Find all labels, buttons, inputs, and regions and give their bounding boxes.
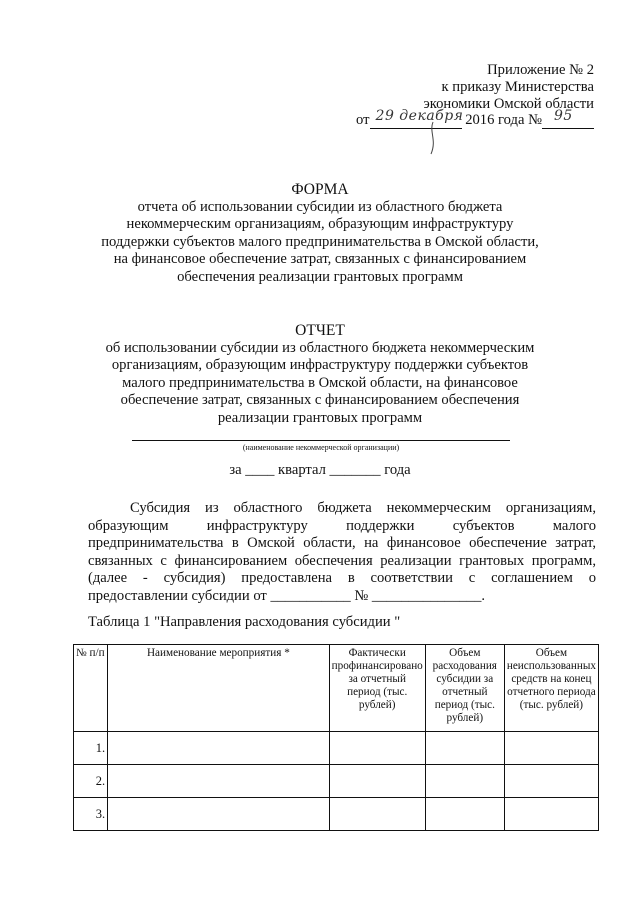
report-line: организациям, образующим инфраструктуру поддержки субъектов (111, 357, 529, 373)
column-header: Наименование мероприятия * (108, 645, 329, 732)
order-date-line (356, 108, 594, 129)
form-heading (60, 181, 580, 286)
table-cell (108, 765, 329, 798)
form-line: некоммерческим организациям, образующим инфраструктуру (126, 216, 514, 232)
order-number-field (542, 108, 594, 129)
signature-flourish-icon (425, 118, 445, 158)
column-header: Фактически профинансировано за отчетный период (тыс. рублей) (329, 645, 425, 732)
form-line: на финансовое обеспечение затрат, связанных с финансированием (113, 251, 527, 267)
subsidy-paragraph (88, 500, 596, 606)
report-heading (60, 322, 580, 427)
handwritten-number: 95 (554, 108, 573, 124)
date-prefix: от (356, 112, 370, 128)
column-header: Объем расходования субсидии за отчетный период (тыс. рублей) (425, 645, 504, 732)
table-row (74, 765, 599, 798)
handwritten-date: 29 декабря (375, 108, 464, 124)
table-cell (329, 765, 425, 798)
table-cell (329, 732, 425, 765)
table-cell (108, 732, 329, 765)
form-line: поддержки субъектов малого предпринимательства в Омской области, (101, 233, 539, 250)
table-cell (108, 798, 329, 831)
table-row (74, 798, 599, 831)
report-line: реализации грантовых программ (217, 409, 423, 426)
appendix-header (424, 62, 594, 113)
column-header: Объем неиспользованных средств на конец отчетного периода (тыс. рублей) (504, 645, 598, 732)
report-line: об использовании субсидии из областного бюджета некоммерческим (105, 339, 535, 356)
column-header: № п/п (74, 645, 108, 732)
table-cell (425, 765, 504, 798)
table-header-row (74, 645, 599, 732)
date-field (370, 108, 464, 129)
table-caption: Таблица 1 "Направления расходования субсидии " (88, 614, 401, 630)
row-number: 3. (74, 798, 108, 831)
appendix-line-3: экономики Омской области (423, 96, 594, 112)
expenditure-table (73, 644, 599, 831)
report-title: ОТЧЕТ (295, 322, 345, 339)
table-cell (425, 798, 504, 831)
table-row (74, 732, 599, 765)
form-line: отчета об использовании субсидии из областного бюджета (137, 198, 503, 215)
row-number: 1. (74, 732, 108, 765)
row-number: 2. (74, 765, 108, 798)
year-text: 2016 года № (465, 112, 542, 128)
table-cell (504, 798, 598, 831)
table-cell (504, 765, 598, 798)
table-cell (425, 732, 504, 765)
subsidy-paragraph-text: Субсидия из областного бюджета некоммерческим организациям, образующим инфраструктуру поддержки субъектов малого предпринимательства в Омской области, на финансовое обеспечение затрат, связанных с финансированием обеспечения реализации грантовых программ, (далее - субсидия) предоставлена в соответствии с соглашением о предоставлении субсидии от ___________ № _______________. (88, 500, 596, 604)
organization-name-caption: (наименование некоммерческой организации) (242, 443, 400, 452)
table-cell (329, 798, 425, 831)
table-cell (504, 732, 598, 765)
appendix-line-1: Приложение № 2 (487, 62, 594, 78)
organization-name-line (132, 440, 510, 441)
report-line: обеспечение затрат, связанных с финансированием обеспечения (120, 392, 520, 408)
quarter-line: за ____ квартал _______ года (229, 462, 411, 478)
report-line: малого предпринимательства в Омской области, на финансовое (122, 374, 518, 391)
appendix-line-2: к приказу Министерства (441, 79, 594, 95)
form-title: ФОРМА (291, 181, 349, 198)
form-line: обеспечения реализации грантовых программ (177, 268, 463, 285)
